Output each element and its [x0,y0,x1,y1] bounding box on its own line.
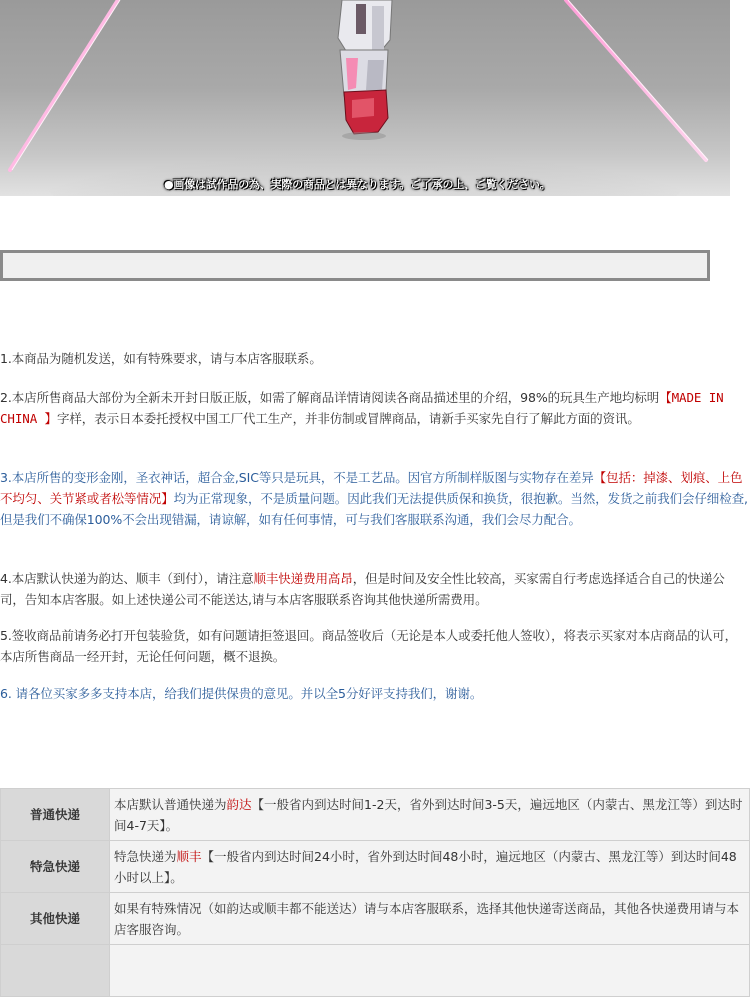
body-text: 1.本商品为随机发送，如有特殊要求，请与本店客服联系。 [0,351,322,366]
notice-5 [0,625,748,667]
shipping-table [0,788,750,997]
shipping-label-normal: 普通快递 [1,789,110,841]
highlight-text: 顺丰快递费用高昂 [253,571,353,586]
body-text: 【一般省内到达时间1-2天，省外到达时间3-5天，遍远地区（内蒙古、黑龙江等）到达时间4-7天】。 [114,796,743,833]
notice-4 [0,568,748,610]
shipping-label-express: 特急快递 [1,841,110,893]
body-text: 3.本店所售的变形金刚，圣衣神话，超合金,SIC等只是玩具，不是工艺品。因官方所制样版图与实物存在差异 [0,470,594,485]
table-row [1,841,750,893]
body-text: 如果有特殊情况（如韵达或顺丰都不能送达）请与本店客服联系，选择其他快递寄送商品，其他各快递费用请与本店客服咨询。 [114,900,740,937]
body-text: 4.本店默认快递为韵达、顺丰（到付），请注意 [0,571,254,586]
image-caption: ●画像は試作品の為、実際の商品とは異なります。ご了承の上、ご覧ください。 [164,178,551,191]
body-text: ，但是时间及安全性比较高，买家需自行考虑选择适合自己的快递公司，告知本店客服。如上述快递公司不能送达,请与本店客服联系咨询其他快递所需费用。 [0,571,725,607]
body-text: 【一般省内到达时间24小时，省外到达时间48小时，遍远地区（内蒙古、黑龙江等）到达时间48小时以上】。 [114,848,737,885]
shipping-desc-normal [110,789,750,841]
body-text: 特急快递为 [114,848,177,864]
notice-6 [0,683,748,704]
shipping-label-extra [1,945,110,997]
shipping-desc-express [110,841,750,893]
highlight-text: 韵达 [226,796,252,812]
body-text: 均为正常现象，不是质量问题。因此我们无法提供质保和换货，很抱歉。当然，发货之前我们会仔细检查,但是我们不确保100%不会出现错漏，请谅解，如有任何事情，可与我们客服联系沟通，我们会尽力配合。 [0,491,748,527]
shipping-label-other: 其他快递 [1,893,110,945]
body-text: 本店默认普通快递为 [114,796,227,812]
body-text: 2.本店所售商品大部份为全新未开封日版正版，如需了解商品详情请阅读各商品描述里的介绍，98%的玩具生产地均标明 [0,390,660,405]
notice-1 [0,348,748,369]
shipping-desc-extra [110,945,750,997]
highlight-text: 【MADE IN CHINA 】 [0,390,724,426]
notice-2 [0,387,748,429]
section-divider-bar [0,250,710,281]
table-row [1,945,750,997]
body-text: 5.签收商品前请务必打开包装验货，如有问题请拒签退回。商品签收后（无论是本人或委托他人签收），将表示买家对本店商品的认可，本店所售商品一经开封，无论任何问题，概不退换。 [0,628,738,664]
body-text: 6. 请各位买家多多支持本店，给我们提供保贵的意见。并以全5分好评支持我们，谢谢。 [0,686,483,701]
highlight-text: 顺丰 [176,848,202,864]
notice-3 [0,467,748,530]
product-photo [0,0,730,196]
shipping-desc-other [110,893,750,945]
table-row [1,893,750,945]
robot-figure-image [0,0,730,196]
body-text: 字样，表示日本委托授权中国工厂代工生产，并非仿制或冒牌商品，请新手买家先自行了解此方面的资讯。 [56,411,640,426]
table-row [1,789,750,841]
highlight-text: 【包括：掉漆、划痕、上色不均匀、关节紧或者松等情况】 [0,470,743,506]
